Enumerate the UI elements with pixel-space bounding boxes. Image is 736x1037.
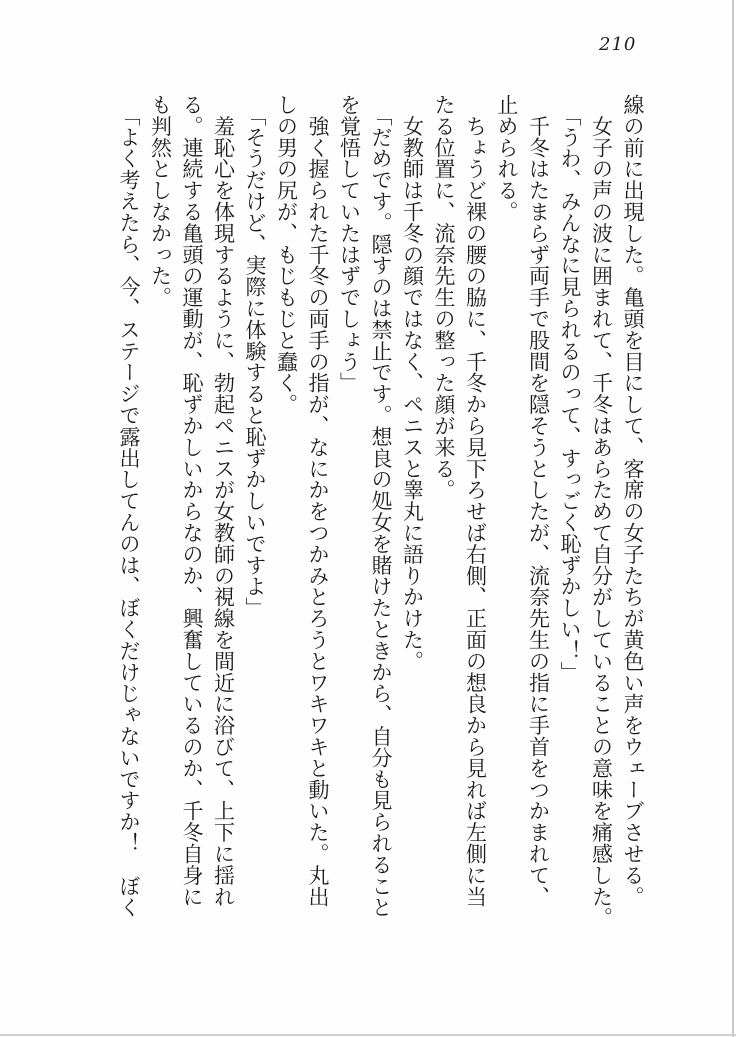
page-number: 210 (599, 34, 637, 55)
text-line-10: を覚悟していたはずでしょう」 (337, 94, 362, 394)
text-line-16: も判然としなかった。 (148, 94, 173, 308)
text-line-12: しの男の尻が、もじもじと蠢く。 (274, 94, 299, 415)
text-line-15: る。連続する亀頭の運動が、恥ずかしいからなのか、興奮しているのか、千冬自身に (180, 94, 204, 908)
text-line-9: 「だめです。隠すのは禁止です。想良の処女を賭けたときから、自分も見られること (369, 94, 393, 919)
page-text (113, 94, 649, 939)
text-line-17: 「よく考えたら、今、ステージで露出してんのは、ぼくだけじゃないですか！ ぼく (117, 94, 141, 919)
text-line-1: 線の前に出現した。亀頭を目にして、客席の女子たちが黄色い声をウェーブさせる。 (621, 94, 645, 908)
text-line-11: 強く握られた千冬の両手の指が、なにかをつかみとろうとワキワキと動いた。丸出 (306, 94, 330, 908)
text-line-4: 千冬はたまらず両手で股間を隠そうとしたが、流奈先生の指に手首をつかまれて、 (526, 94, 551, 908)
text-line-13: 「そうだけど、実際に体験すると恥ずかしいですよ」 (243, 94, 267, 619)
text-line-7: たる位置に、流奈先生の整った顔が来る。 (432, 94, 456, 501)
text-line-3: 「うわ、みんなに見られるのって、すっごく恥ずかしい！」 (558, 94, 582, 683)
text-line-14: 羞恥心を体現するように、勃起ペニスが女教師の視線を間近に浴びて、上下に揺れ (211, 94, 236, 908)
text-line-5: 止められる。 (495, 94, 519, 223)
text-line-2: 女子の声の波に囲まれて、千冬はあらためて自分がしていることの意味を痛感した。 (589, 94, 614, 929)
scan-edge-right (732, 0, 734, 1037)
text-line-8: 女教師は千冬の顔ではなく、ペニスと睾丸に語りかけた。 (400, 94, 425, 672)
text-line-6: ちょうど裸の腰の脇に、千冬から見下ろせば右側、正面の想良から見れば左側に当 (463, 94, 488, 908)
scan-edge-bottom (0, 1034, 736, 1036)
